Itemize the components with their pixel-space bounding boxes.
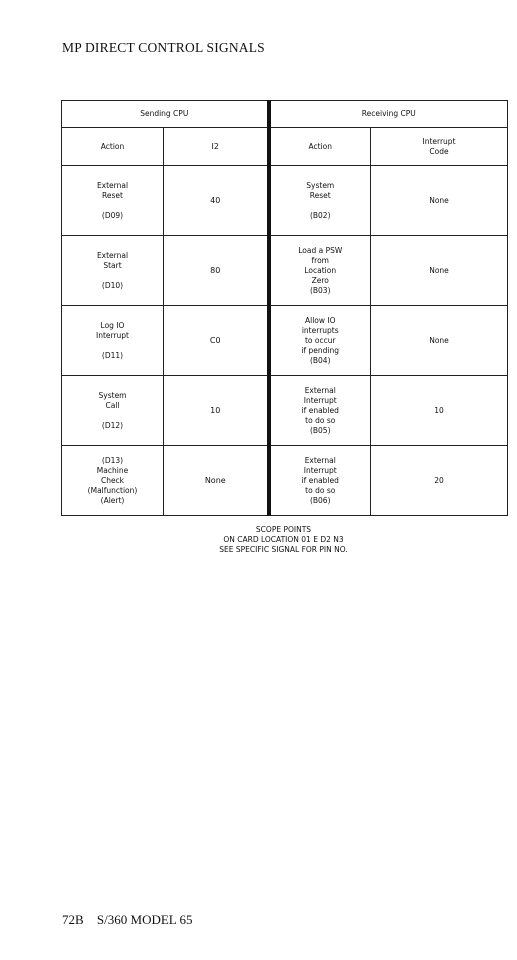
table-row: [62, 166, 508, 236]
interrupt-code-header: Interrupt Code: [371, 128, 508, 166]
control-signals-table: [61, 100, 508, 516]
manual-model: S/360 MODEL 65: [96, 912, 193, 927]
send-action-header: Action: [62, 128, 164, 166]
send-action-cell: External Reset (D09): [62, 166, 164, 236]
table-row: [62, 306, 508, 376]
interrupt-code-cell: None: [371, 236, 508, 306]
i2-cell: 40: [164, 166, 269, 236]
column-header-row: [62, 128, 508, 166]
recv-action-cell: Load a PSW from Location Zero (B03): [269, 236, 371, 306]
scope-points-line: SCOPE POINTS: [255, 525, 312, 534]
send-action-cell: System Call (D12): [62, 376, 164, 446]
interrupt-code-cell: None: [371, 166, 508, 236]
i2-header: I2: [164, 128, 269, 166]
recv-action-cell: External Interrupt if enabled to do so (B06): [269, 446, 371, 516]
page-number: 72B: [62, 912, 84, 927]
receiving-cpu-header: Receiving CPU: [269, 101, 508, 128]
interrupt-code-cell: None: [371, 306, 508, 376]
table-row: [62, 446, 508, 516]
table-row: [62, 236, 508, 306]
recv-action-header: Action: [269, 128, 371, 166]
i2-cell: C0: [164, 306, 269, 376]
interrupt-code-cell: 20: [371, 446, 508, 516]
scope-points-line: SEE SPECIFIC SIGNAL FOR PIN NO.: [219, 545, 348, 554]
sending-cpu-header: Sending CPU: [62, 101, 269, 128]
i2-cell: None: [164, 446, 269, 516]
recv-action-cell: System Reset (B02): [269, 166, 371, 236]
i2-cell: 10: [164, 376, 269, 446]
group-header-row: [62, 101, 508, 128]
send-action-cell: External Start (D10): [62, 236, 164, 306]
send-action-cell: Log IO Interrupt (D11): [62, 306, 164, 376]
i2-cell: 80: [164, 236, 269, 306]
send-action-cell: (D13) Machine Check (Malfunction) (Alert): [62, 446, 164, 516]
page-footer: [62, 912, 193, 928]
page-title: MP DIRECT CONTROL SIGNALS: [62, 40, 265, 55]
scope-points-line: ON CARD LOCATION 01 E D2 N3: [223, 535, 344, 544]
scope-points-note: [0, 525, 517, 555]
recv-action-cell: External Interrupt if enabled to do so (B05): [269, 376, 371, 446]
table-row: [62, 376, 508, 446]
interrupt-code-cell: 10: [371, 376, 508, 446]
recv-action-cell: Allow IO interrupts to occur if pending (B04): [269, 306, 371, 376]
